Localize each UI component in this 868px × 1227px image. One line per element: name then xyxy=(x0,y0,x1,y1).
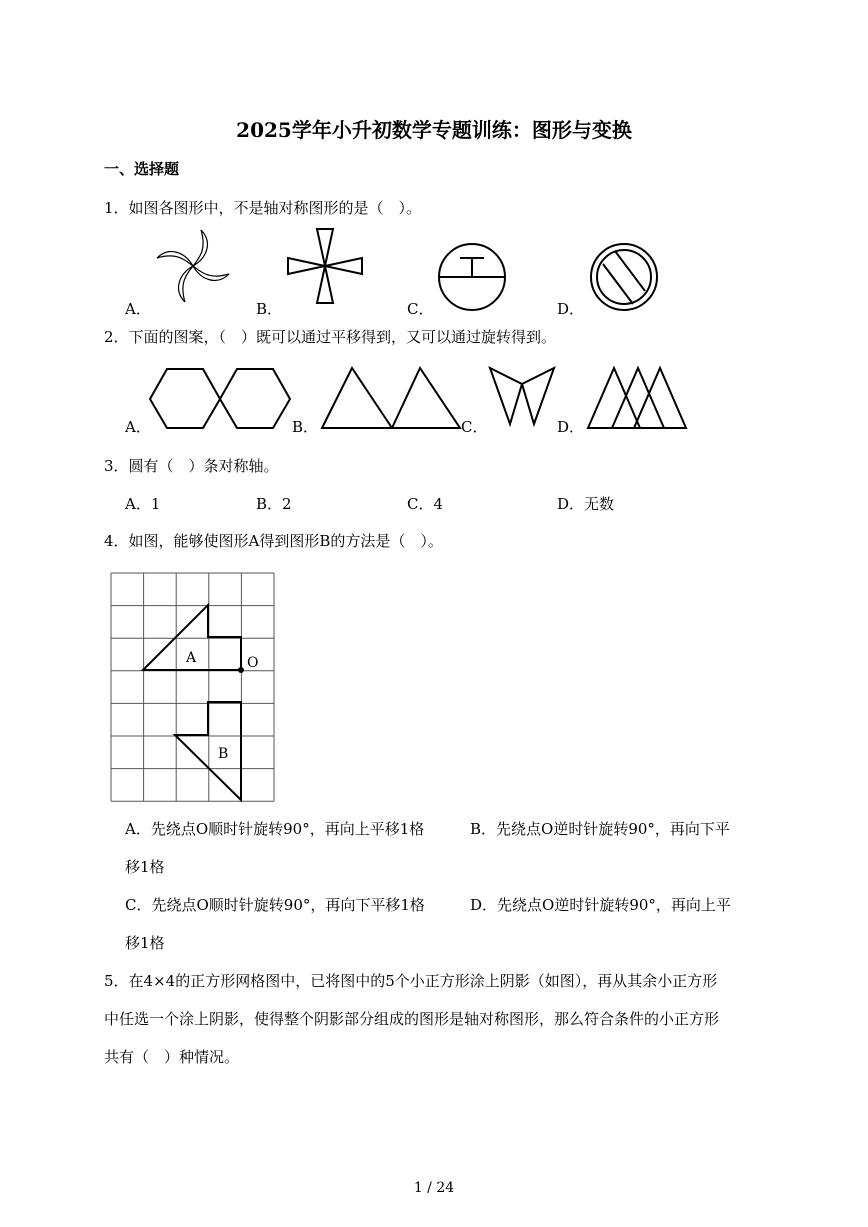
question-5-line1: 5．在4×4的正方形网格图中，已将图中的5个小正方形涂上阴影（如图），再从其余小正方形 xyxy=(104,972,718,990)
q1-figure-b-bowtie-cross xyxy=(286,227,364,305)
page-number: 1 / 24 xyxy=(413,1180,455,1196)
q2-option-b: B． xyxy=(292,418,319,436)
q1-option-c: C． xyxy=(407,300,434,318)
q2-option-c: C． xyxy=(461,418,488,436)
q4-grid-figure xyxy=(110,572,276,802)
q3-option-a: A．1 xyxy=(125,495,161,513)
q2-figure-c-bowtie xyxy=(488,366,556,426)
q4-option-a: A．先绕点O顺时针旋转90°，再向上平移1格 xyxy=(125,820,425,838)
shape-b xyxy=(175,702,241,800)
question-5-line2: 中任选一个涂上阴影，使得整个阴影部分组成的图形是轴对称图形，那么符合条件的小正方形 xyxy=(104,1010,720,1028)
q4-option-b-line2: 移1格 xyxy=(125,858,165,876)
q4-option-d-line2: 移1格 xyxy=(125,934,165,952)
q1-figure-a-pinwheel xyxy=(152,225,234,307)
q4-option-b-line1: B．先绕点O逆时针旋转90°，再向下平 xyxy=(470,820,730,838)
label-a: A xyxy=(186,650,197,666)
q1-figure-d-no-symbol xyxy=(589,242,659,312)
section-heading: 一、选择题 xyxy=(104,160,180,178)
q2-option-d: D． xyxy=(557,418,585,436)
q3-option-d: D．无数 xyxy=(557,495,615,513)
q2-figure-b-triangles xyxy=(320,366,462,430)
page-title: 2025学年小升初数学专题训练：图形与变换 xyxy=(236,118,632,142)
q3-option-c: C．4 xyxy=(407,495,444,513)
q1-option-b: B． xyxy=(256,300,283,318)
q1-option-a: A． xyxy=(125,300,151,318)
q2-option-a: A． xyxy=(125,418,151,436)
question-4-stem: 4．如图，能够使图形A得到图形B的方法是（ ）。 xyxy=(104,532,443,550)
q1-option-d: D． xyxy=(557,300,585,318)
q1-figure-c-circle-t xyxy=(437,242,507,312)
q3-option-b: B．2 xyxy=(256,495,292,513)
question-2-stem: 2．下面的图案，（ ）既可以通过平移得到，又可以通过旋转得到。 xyxy=(104,328,557,346)
q4-option-c: C．先绕点O顺时针旋转90°，再向下平移1格 xyxy=(125,896,425,914)
label-o: O xyxy=(247,655,259,671)
question-1-stem: 1．如图各图形中，不是轴对称图形的是（ ）。 xyxy=(104,199,422,217)
question-3-stem: 3．圆有（ ）条对称轴。 xyxy=(104,457,279,475)
label-b: B xyxy=(218,746,229,762)
q4-option-d-line1: D．先绕点O逆时针旋转90°，再向上平 xyxy=(470,896,731,914)
point-o xyxy=(238,667,244,673)
q2-figure-d-overlapping-triangles xyxy=(586,366,688,430)
question-5-line3: 共有（ ）种情况。 xyxy=(104,1048,240,1066)
q2-figure-a-hexagons xyxy=(148,368,294,430)
